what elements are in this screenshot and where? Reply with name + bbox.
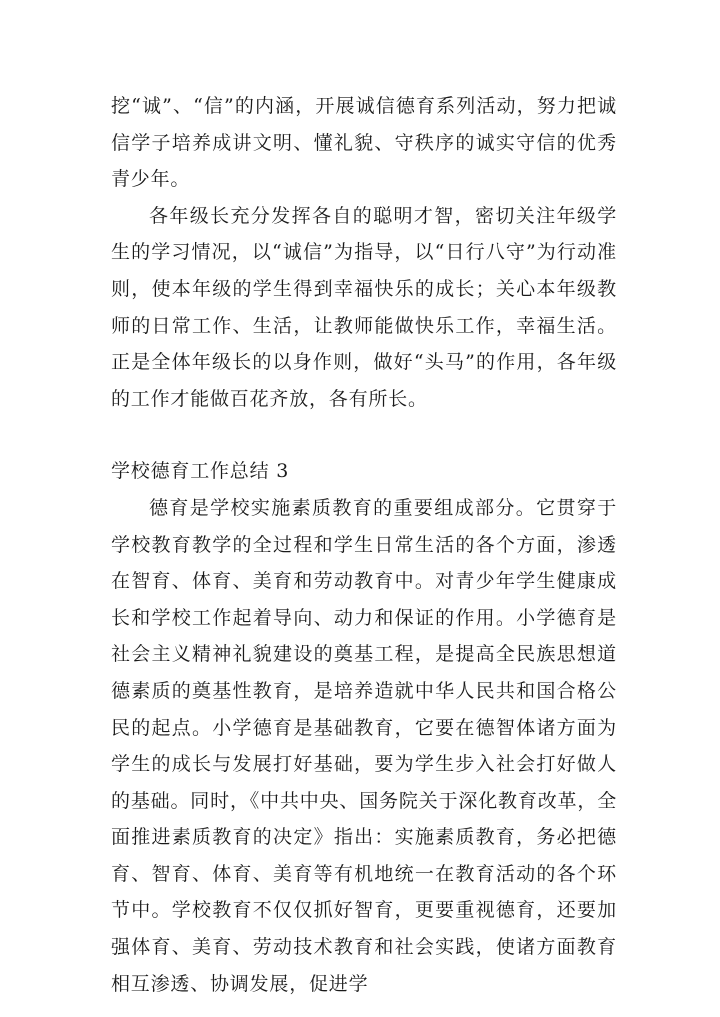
paragraph-grade-leaders: 各年级长充分发挥各自的聪明才智，密切关注年级学生的学习情况，以“诚信”为指导，以“日行八守”为行动准则，使本年级的学生得到幸福快乐的成长；关心本年级教师的日常工作、生活，让教师能做快乐工作，幸福生活。正是全体年级长的以身作则，做好“头马”的作用，各年级的工作才能做百花齐放，各有所长。 <box>111 204 617 410</box>
paragraph-spacer <box>111 417 617 453</box>
document-body <box>111 88 617 1002</box>
paragraph-continued: 挖“诚”、“信”的内涵，开展诚信德育系列活动，努力把诚信学子培养成讲文明、懂礼貌、守秩序的诚实守信的优秀青少年。 <box>111 95 617 191</box>
section-title: 学校德育工作总结 3 <box>111 460 290 483</box>
paragraph-moral-education: 德育是学校实施素质教育的重要组成部分。它贯穿于学校教育教学的全过程和学生日常生活的各个方面，渗透在智育、体育、美育和劳动教育中。对青少年学生健康成长和学校工作起着导向、动力和保证的作用。小学德育是社会主义精神礼貌建设的奠基工程，是提高全民族思想道德素质的奠基性教育，是培养造就中华人民共和国合格公民的起点。小学德育是基础教育，它要在德智体诸方面为学生的成长与发展打好基础，要为学生步入社会打好做人的基础。同时，《中共中央、国务院关于深化教育改革，全面推进素质教育的决定》指出：实施素质教育，务必把德育、智育、体育、美育等有机地统一在教育活动的各个环节中。学校教育不仅仅抓好智育，更要重视德育，还要加强体育、美育、劳动技术教育和社会实践，使诸方面教育相互渗透、协调发展，促进学 <box>111 496 617 995</box>
